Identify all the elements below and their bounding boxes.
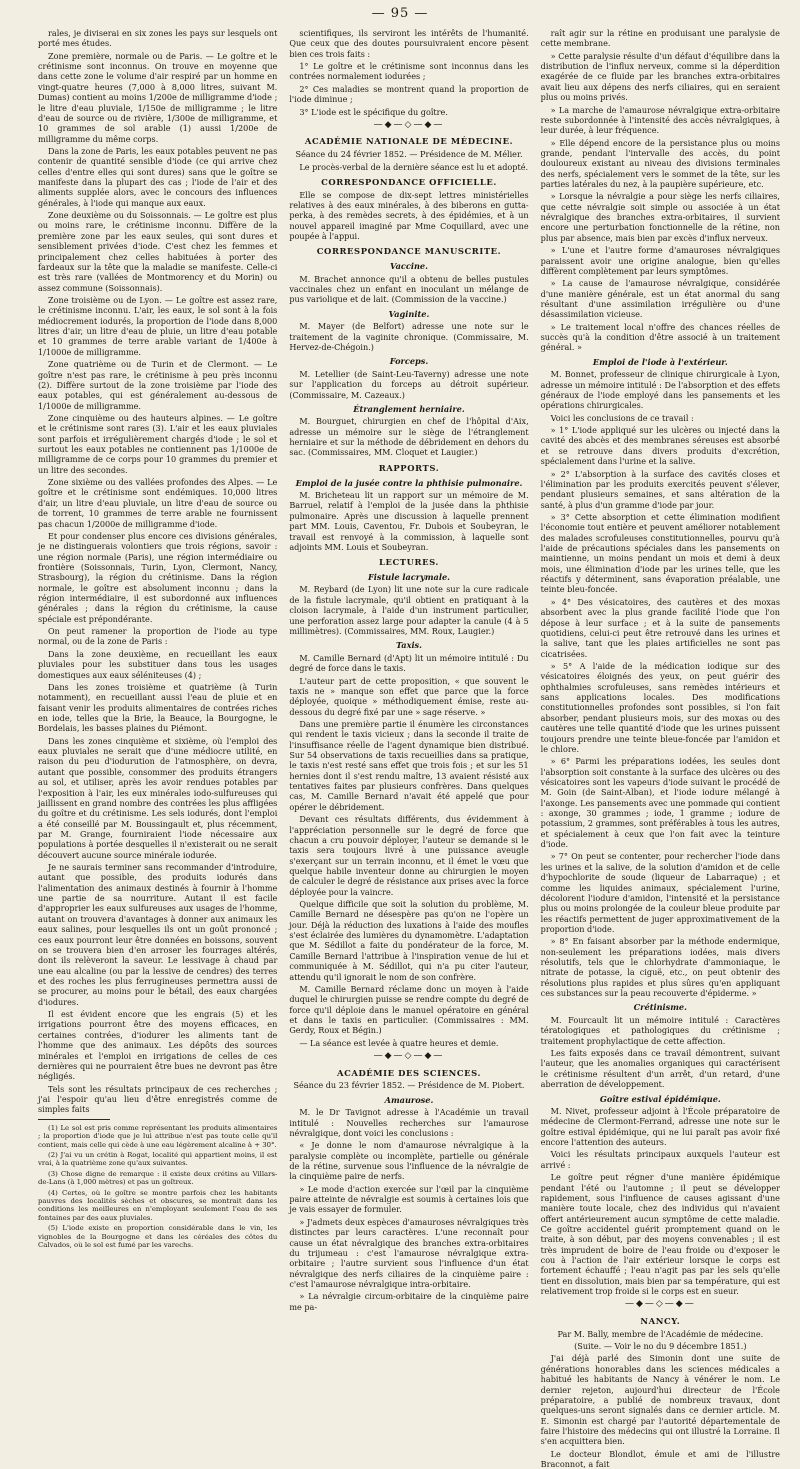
paragraph: » La cause de l'amaurose névralgique, considérée d'une manière générale, est un état anormal du sang résultant d'une assimilation irrégulière ou d'une désassimilation vicieuse. (540, 278, 780, 320)
paragraph: » Cette paralysie résulte d'un défaut d'équilibre dans la distribution de l'influx nerveux, comme si la déperdition exagérée de ce fluide par les branches extra-orbitaires avait lieu aux dépens des nerfs ciliaires, qui en seraient plus ou moins privés. (540, 50, 780, 103)
iodine-heading: Emploi de l'iode à l'extérieur. (592, 356, 728, 367)
reports-heading: RAPPORTS. (378, 462, 440, 473)
paragraph: Voici les résultats principaux auxquels l'auteur est arrivé : (540, 1149, 780, 1170)
cretinism-paragraphs (541, 1015, 780, 1090)
paragraph: Zone troisième ou de Lyon. — Le goître est assez rare, le crétinisme inconnu. L'air, les eaux, le sol sont à la fois médiocrement iodurés, la proportion de l'iode dans 8,000 litres d'air, un litre d'eau de pluie, un litre d'eau potable et 10 grammes de terre arable variant de 1/400e à 1/1000e de milligramme. (38, 294, 278, 357)
paragraph: Dans les zones cinquième et sixième, où l'emploi des eaux pluviales ne serait que d'une médiocre utilité, en raison du peu d'iodurution de l'atmosphère, on devra, autant que possible, consommer des produits étrangers au sol, et utiliser, après les avoir rendues potables par l'exposition à l'air, les eux minérales iodo-sulfureuses qui jaillissent en grand nombre des contrées les plus affligées du goître et du crétinisme. Les sels iodurés, dont l'emploi a été conseillé par M. Boussingault et, plus récemment, par M. Grange, fourniraient l'iode nécessaire aux populations à portée desquelles il n'existerait ou ne serait découvert aucune source minérale iodurée. (38, 735, 278, 860)
paragraph: » 6° Parmi les préparations iodées, les seules dont l'absorption soit constante à la surface des ulcères ou des vésicatoires sont les vapeurs d'iode suivant le procédé de M. Goin (de Saint-Alban), et l'iode iodure mélangé à l'axonge. Les pansements avec une pommade qui contient : axonge, 30 grammes ; iode, 1 gramme ; iodure de potassium, 2 grammes, sont préférables à tous les autres, et spécialement à ceux que l'on fait avec la teinture d'iode. (540, 756, 780, 850)
official-correspondence-heading: CORRESPONDANCE OFFICIELLE. (321, 176, 497, 187)
ornament-divider: —◆—◇—◆— (373, 119, 445, 130)
paragraph: » 7° On peut se contenter, pour rechercher l'iode dans les urines et la salive, de la solution d'amidon et de celle d'hypochlorite de soude (liqueur de Labarraque) ; et comme les liquides animaux, spécialement l'urine, décolorent l'iodure d'amidon, l'intensité et la persistance plus ou moins prolongée de la couleur bleue produite par les réactifs permettent de juger approximativement de la proportion d'iode. (540, 851, 780, 934)
paragraph: Dans une première partie il énumère les circonstances qui rendent le taxis vicieux ; dans la seconde il traite de l'insuffisance réelle de l'agent dynamique bien distribué. Sur 54 observations de taxis recueillies dans sa pratique, le taxis n'est resté sans effet que trois fois ; et sur les 51 hernies dont il s'est rendu maître, 13 avaient résisté aux tentatives faites par plusieurs confrères. Dans quelques cas, M. Camille Bernard n'avait été appelé que pour opérer le débridement. (289, 718, 529, 812)
report-text: M. Bricheteau lit un rapport sur un mémoire de M. Barruel, relatif à l'emploi de la jusée dans la phthisie pulmonaire. Après une discussion à laquelle prennent part MM. Louis, Caventou, Fr. Dubois et Soubeyran, le travail est renvoyé à la commission, à laquelle sont adjoints MM. Louis et Soubeyran. (289, 490, 529, 552)
paragraph: rales, je diviserai en six zones les pays sur lesquels ont porté mes études. (38, 28, 278, 49)
official-correspondence-text: Elle se compose de dix-sept lettres ministérielles relatives à des eaux minérales, à des biberons en gutta-perka, à des remèdes secrets, à des épidémies, et à un nouvel appareil imaginé par Mme Coquillard, avec une poupée à l'appui. (289, 189, 529, 242)
paragraph: » 8° En faisant absorber par la méthode endermique, non-seulement les préparations iodées, mais divers résolutifs, tels que le chlorhydrate d'ammoniaque, le nitrate de potasse, la ciguë, etc., on peut obtenir des résolutions plus rapides et plus sûres qu'en appliquant ces substances sur la peau recouverte d'épiderme. » (540, 936, 780, 999)
correspondence-item-heading: Forceps. (389, 356, 429, 367)
column-3 (540, 28, 780, 1469)
article-conclusion (289, 28, 528, 117)
paragraph: M. Camille Bernard (d'Apt) lit un mémoire intitulé : Du degré de force dans le taxis. (289, 652, 529, 674)
correspondence-item-text: M. Bourguet, chirurgien en chef de l'hôpital d'Aix, adresse un mémoire sur le siège de l'étranglement herniaire et sur la méthode de débridement en dehors du sac. (Commissaires, MM. Cloquet et Laugier.) (289, 416, 529, 458)
session-line: Séance du 24 février 1852. — Présidence de M. Mélier. (295, 149, 523, 160)
paragraph: » Le mode d'action exercée sur l'œil par la cinquième paire atteinte de névralgie est soumis à certaines lois que je vais essayer de formuler. (289, 1183, 529, 1215)
paragraph: L'auteur part de cette proposition, « que souvent le taxis ne » manque son effet que parce que la force déployée, quoique » méthodiquement émise, reste au-dessous du degré fixé par une » sage réserve. » (289, 675, 529, 717)
session-line: Séance du 23 février 1852. — Présidence de M. Piobert. (293, 1080, 525, 1091)
paragraph: « Je donne le nom d'amaurose névralgique à la paralysie complète ou incomplète, partielle ou générale de la rétine, survenue sous l'influence de la névralgie de la cinquième paire de nerfs. (289, 1140, 529, 1182)
paragraph: » Le traitement local n'offre des chances réelles de succès qu'à la condition d'être associé à un traitement général. » (540, 321, 780, 353)
text-columns (38, 28, 780, 1469)
paragraph: 3° L'iode est le spécifique du goître. (299, 106, 448, 117)
paragraph: Il est évident encore que les engrais (5) et les irrigations pourront être des moyens efficaces, en certaines contrées, d'iodurer les aliments tant de l'homme que des animaux. Les dépôts des sources minérales et l'emploi en irrigations de celles de ces dernières qui ne pourraient être bues ne devront pas être négligés. (38, 1009, 278, 1082)
paragraph: 2° Ces maladies se montrent quand la proportion de l'iode diminue ; (289, 83, 529, 105)
paragraph: scientifiques, ils serviront les intérêts de l'humanité. Que ceux que des doutes poursuivraient encore pèsent bien ces trois faits : (289, 28, 529, 59)
footnote: (2) J'ai vu un crétin à Rogat, localité qui appartient moins, il est vrai, à la quatrième zone qu'aux suivantes. (38, 1150, 278, 1168)
paragraph: » 1° L'iode appliqué sur les ulcères ou injecté dans la cavité des abcès et des membranes séreuses est absorbé et se retrouve dans divers produits d'excrétion, spécialement dans l'urine et la salive. (540, 425, 780, 467)
paragraph: Voici les conclusions de ce travail : (550, 412, 694, 423)
paragraph: — La séance est levée à quatre heures et demie. (299, 1037, 499, 1048)
paragraph: Je ne saurais terminer sans recommander d'introduire, autant que possible, des produits iodurés dans l'alimentation des animaux destinés à fournir à l'homme une partie de sa nourriture. Autant il est facile d'approprier les eaux sulfureuses aux usages de l'homme, autant on trouvera d'avantages à donner aux animaux les eaux salines, pour lesquelles ils ont un goût prononcé ; ces eaux pourront leur être données en boissons, souvent on se trouvera bien d'en arroser les fourrages altérés, dont ils relèveront la saveur. Le lessivage à chaud par une eau alcaline (ou par la lessive de cendres) des terres et des roches les plus ferrugineuses permettra aussi de se procurer, au moins pour le bétail, des eaux chargées d'iodures. (38, 862, 278, 1007)
ornament-divider: —◆—◇—◆— (373, 1051, 445, 1062)
amaurose-paragraphs (289, 1107, 528, 1312)
paragraph: Dans la zone de Paris, les eaux potables peuvent ne pas contenir de quantité sensible d'iode (ce qui arrive chez celles d'entre elles qui sont dures) sans que le goître se manifeste dans la plupart des cas ; l'iode de l'air et des aliments supplée alors, avec le concours des influences générales, à l'iode qui manque aux eaux. (38, 145, 278, 208)
correspondence-item-heading: Vaginite. (388, 308, 430, 319)
nancy-suite: (Suite. — Voir le no du 9 décembre 1851.) (574, 1341, 747, 1352)
nancy-paragraphs (541, 1353, 780, 1469)
readings-heading: LECTURES. (379, 557, 439, 568)
paragraph: Le docteur Blondlot, émule et ami de l'illustre Braconnot, a fait (540, 1448, 780, 1469)
paragraph: M. le Dr Tavignot adresse à l'Académie un travail intitulé : Nouvelles recherches sur l'amaurose névralgique, dont voici les conclusions : (289, 1107, 529, 1138)
paragraph: Et pour condenser plus encore ces divisions générales, je ne distinguerais volontiers que trois régions, savoir : une région normale (Paris), une région intermédiaire ou frontière (Soissonnais, Turin, Lyon, Clermont, Nancy, Strasbourg), la région du crétinisme. Dans la région normale, le goître est absolument inconnu ; dans la région intermédiaire, il est subordonné aux influences générales ; dans la région du crétinisme, la cause spéciale est prépondérante. (38, 530, 278, 624)
paragraph: Zone première, normale ou de Paris. — Le goître et le crétinisme sont inconnus. On trouve en moyenne que dans cette zone le volume d'air respiré par un homme en vingt-quatre heures (7,000 à 8,000 litres, suivant M. Dumas) contient au moins 1/200e de milligramme d'iode ; le litre d'eau pluviale, 1/150e de milligramme ; le litre d'eau de source ou de rivière, 1/300e de milligramme, et 10 grammes de sol arable (1) aussi 1/200e de milligramme du même corps. (38, 50, 278, 144)
nancy-author: Par M. Bally, membre de l'Académie de médecine. (557, 1328, 764, 1339)
footnote: (3) Chose digne de remarque : il existe deux crétins au Villars-de-Lans (à 1,000 mètres) et pas un goîtreux. (38, 1169, 278, 1187)
manuscript-correspondence-heading: CORRESPONDANCE MANUSCRITE. (316, 246, 502, 257)
paragraph: Quelque difficile que soit la solution du problème, M. Camille Bernard ne désespère pas qu'on ne l'opère un jour. Déjà la réduction des luxations à l'aide des moufles s'est éclairée des lumières du dynamomètre. L'adaptation que M. Sédillot a faite du pondérateur de la force, M. Camille Bernard l'attribue à l'inspiration venue de lui et communiquée à M. Sédillot, qui n'a pu citer l'auteur, attendu qu'il ignorait le nom de son confrère. (289, 899, 529, 982)
paragraph: » 3° Cette absorption et cette élimination modifient l'économie tout entière et peuvent améliorer notablement des malades scrofuleuses constitutionnelles, pourvu qu'à l'aide de précautions spéciales dans les pansements on maintienne, un moins pendant un mois et demi à deux mois, une élimination d'iode par les urines telle, que les réactifs y déterminent, sans évaporation préalable, une teinte bleu-foncée. (540, 511, 780, 595)
paragraph: J'ai déjà parlé des Simonin dont une suite de générations honorables dans les sciences médicales a habitué les habitants de Nancy à vénérer le nom. Le dernier rejeton, aujourd'hui directeur de l'École préparatoire, a publié de nombreux travaux, dont quelques-uns seront signalés dans ce dernier article. M. E. Simonin est chargé par l'autorité départementale de faire l'histoire des médecins qui ont illustré la Lorraine. Il s'en acquittera bien. (540, 1353, 780, 1447)
academy-sciences-title: ACADÉMIE DES SCIENCES. (336, 1067, 481, 1078)
column-1-body (38, 28, 277, 1115)
footnote: (1) Le sol est pris comme représentant les produits alimentaires ; la proportion d'iode que je lui attribue n'est pas toute celle qu'il contient, mais celle qui cède à une eau légèrement alcaline à + 30°. (38, 1123, 278, 1149)
paragraph: » La marche de l'amaurose névralgique extra-orbitaire reste subordonnée à l'intensité des accès névralgiques, à leur durée, à leur fréquence. (540, 104, 780, 136)
taxis-paragraphs (289, 653, 528, 1048)
paragraph: Dans les zones troisième et quatrième (à Turin notamment), en recueillant aussi l'eau de pluie et en faisant venir les produits alimentaires de contrées riches en iode, telles que la Brie, la Beauce, la Bourgogne, le Bordelais, les basses plaines du Piémont. (38, 681, 278, 734)
correspondence-item-heading: Vaccine. (389, 261, 428, 272)
amaurose-continued (541, 28, 780, 353)
fistula-text: M. Reybard (de Lyon) lit une note sur la cure radicale de la fistule lacrymale, qu'il obtient en pratiquant à la cloison lacrymale, à l'aide d'un instrument particulier, une perforation assez large pour adapter la canule (4 à 5 millimètres). (Commissaires, MM. Roux, Laugier.) (289, 584, 529, 636)
footnotes (38, 1124, 277, 1250)
paragraph: Les faits exposés dans ce travail démontrent, suivant l'auteur, que les anomalies organiques qui caractérisent le crétinisme résultent d'un arrêt, d'un retard, d'une aberration de développement. (540, 1048, 780, 1090)
paragraph: » L'une et l'autre forme d'amauroses névralgiques paraissent avoir une origine analogue, bien qu'elles diffèrent complètement par leurs symptômes. (540, 245, 780, 276)
paragraph: » 5° A l'aide de la médication iodique sur des vésicatoires éloignés des yeux, on peut guérir des ophthalmies scrofuleuses, sans remèdes intérieurs et sans applications locales. Des modifications constitutionnelles profondes sont possibles, si l'on fait absorber, pendant plusieurs mois, sur des moxas ou des cautères une telle quantité d'iode que les urines puissent toujours prendre une teinte bleue-foncée par l'amidon et le chlore. (540, 660, 780, 754)
paragraph: » 2° L'absorption à la surface des cavités closes et l'élimination par les produits exercités peuvent s'élever, pendant plusieurs semaines, et sans altération de la santé, à plus d'un gramme d'iode par jour. (540, 468, 780, 510)
paragraph: Dans la zone deuxième, en recueillant les eaux pluviales pour les substituer dans tous les usages domestiques aux eaux séléniteuses (4) ; (38, 648, 278, 680)
footnote-rule (38, 1119, 110, 1120)
paragraph: raît agir sur la rétine en produisant une paralysie de cette membrane. (540, 28, 780, 49)
report-heading: Emploi de la jusée contre la phthisie pulmonaire. (295, 477, 523, 488)
correspondence-items (289, 261, 528, 458)
paragraph: Zone sixième ou des vallées profondes des Alpes. — Le goître et le crétinisme sont endémiques. 10,000 litres d'air, un litre d'eau pluviale, un litre d'eau de source ou de torrent, 10 grammes de terre arable ne fournissent pas chacun 1/2000e de milligramme d'iode. (38, 477, 278, 529)
paragraph: M. Camille Bernard réclame donc un moyen à l'aide duquel le chirurgien puisse se rendre compte du degré de force qu'il déploie dans le manuel opératoire en général et dans le taxis en particulier. (Commissaires : MM. Gerdy, Roux et Bégin.) (289, 983, 529, 1036)
paragraph: » Lorsque la névralgie a pour siège les nerfs ciliaires, que cette névralgie soit simple ou associée à un état névralgique des branches extra-orbitaires, il survient encore une perturbation fonctionnelle de la rétine, non plus par absence, mais bien par excès d'influx nerveux. (540, 191, 780, 243)
paragraph: Zone quatrième ou de Turin et de Clermont. — Le goître n'est pas rare, le crétinisme à peu près inconnu (2). Diffère surtout de la zone troisième par l'iode des eaux potables, qui est généralement au-dessous de 1/1000e de milligramme. (38, 359, 278, 411)
paragraph: M. Fourcault lit un mémoire intitulé : Caractères tératologiques et pathologiques du crétinisme ; traitement prophylactique de cette affection. (540, 1014, 780, 1046)
paragraph: 1° Le goître et le crétinisme sont inconnus dans les contrées normalement iodurées ; (289, 61, 529, 82)
amaurose-heading: Amaurose. (384, 1094, 434, 1105)
column-2 (289, 28, 529, 1312)
paragraph: » La névralgie circum-orbitaire de la cinquième paire me pa- (289, 1291, 529, 1312)
goitre-paragraphs (541, 1106, 780, 1296)
academy-medicine-title: ACADÉMIE NATIONALE DE MÉDECINE. (304, 136, 514, 147)
correspondence-item-text: M. Mayer (de Belfort) adresse une note sur le traitement de la vaginite chronique. (Commissaire, M. Hervez-de-Chégoin.) (289, 321, 529, 352)
ornament-divider: —◆—◇—◆— (624, 1299, 696, 1310)
paragraph: Devant ces résultats différents, dus évidemment à l'appréciation personnelle sur le degré de force que chacun a cru pouvoir déployer, l'auteur se demande si le taxis sera toujours livré à une puissance aveugle s'exerçant sur un terrain inconnu, et il émet le vœu que quelque habile inventeur donne au chirurgien le moyen de calculer le degré de résistance aux prises avec la force déployée pour la vaincre. (289, 814, 529, 897)
paragraph: M. Bonnet, professeur de clinique chirurgicale à Lyon, adresse un mémoire intitulé : De l'absorption et des effets généraux de l'iode employé dans les pansements et les opérations chirurgicales. (540, 369, 780, 411)
paragraph: Zone deuxième ou du Soissonnais. — Le goître est plus ou moins rare, le crétinisme inconnu. Diffère de la première zone par les eaux seules, qui sont dures et sensiblement privées d'iode. C'est chez les femmes et principalement chez celles habituées à porter des fardeaux sur la tête que la maladie se manifeste. Celle-ci est très rare (vallées de Montmorency et du Morin) ou assez commune (Soissonnais). (38, 210, 278, 293)
correspondence-item-text: M. Letellier (de Saint-Leu-Taverny) adresse une note sur l'application du forceps au détroit supérieur. (Commissaire, M. Cazeaux.) (289, 368, 529, 400)
goitre-heading: Goître estival épidémique. (599, 1093, 721, 1104)
paragraph: Zone cinquième ou des hauteurs alpines. — Le goître et le crétinisme sont rares (3). L'air et les eaux pluviales sont parfois et irrégulièrement chargés d'iode ; le sol et surtout les eaux potables ne contiennent pas 1/1000e de milligramme de ce corps pour 10 grammes du premier et un litre des secondes. (38, 412, 278, 475)
nancy-title: NANCY. (640, 1315, 681, 1326)
paragraph: » J'admets deux espèces d'amauroses névralgiques très distinctes par leurs caractères. L'une reconnaît pour cause un état névralgique des branches extra-orbitaires du trijumeau : c'est l'amaurose névralgique extra-orbitaire ; l'autre survient sous l'influence d'un état névralgique des nerfs ciliaires de la cinquième paire : c'est l'amaurose névralgique intra-orbitaire. (289, 1216, 529, 1289)
correspondence-item-heading: Étranglement herniaire. (353, 403, 465, 414)
taxis-heading: Taxis. (395, 640, 423, 651)
paragraph: Le goître peut régner d'une manière épidémique pendant l'été ou l'automne ; il peut se développer rapidement, sous l'influence de causes agissant d'une manière toute locale, chez des individus qui n'avaient offert antérieurement aucun symptôme de cette maladie. Ce goître accidentel guérit promptement quand on le traite, à son début, par des moyens convenables ; il est très imprudent de boire de l'eau froide ou d'exposer le cou à l'action de l'air extérieur lorsque le corps est fortement échauffé ; l'eau n'agit pas par les sels qu'elle tient en dissolution, mais bien par sa température, qui est relativement trop froide si le corps est en sueur. (540, 1172, 780, 1297)
minutes-line: Le procès-verbal de la dernière séance est lu et adopté. (299, 161, 529, 172)
footnote: (4) Certes, où le goître se montre parfois chez les habitants pauvres des localités sèches et obscures, se montrait dans les conditions les meilleures en n'employant seulement l'eau de ses fontaines par des eaux pluviales. (38, 1188, 278, 1222)
cretinism-heading: Crétinisme. (633, 1002, 687, 1013)
iodine-paragraphs (541, 369, 780, 998)
footnote: (5) L'iode existe en proportion considérable dans le vin, les vignobles de la Bourgogne et dans les céréales des côtes du Calvados, où le sol est fumé par les varechs. (38, 1224, 278, 1250)
paragraph: » Elle dépend encore de la persistance plus ou moins grande, pendant l'intervalle des accès, du point douloureux existant au niveau des divisions terminales des nerfs, spécialement vers le sommet de la tête, sur les parties latérales du nez, à la paupière supérieure, etc. (540, 137, 780, 190)
paragraph: On peut ramener la proportion de l'iode au type normal, ou de la zone de Paris : (38, 626, 278, 647)
fistula-heading: Fistule lacrymale. (367, 571, 451, 582)
correspondence-item-text: M. Brachet annonce qu'il a obtenu de belles pustules vaccinales chez un enfant en inoculant un mélange de pus variolique et de lait. (Commission de la vaccine.) (289, 273, 529, 305)
paragraph: Tels sont les résultats principaux de ces recherches ; j'ai l'espoir qu'au lieu d'être enregistrés comme de simples faits (38, 1083, 278, 1115)
paragraph: M. Nivet, professeur adjoint à l'École préparatoire de médecine de Clermont-Ferrand, adresse une note sur le goître estival épidémique, qui ne lui paraît pas avoir fixé encore l'attention des auteurs. (540, 1106, 780, 1148)
column-1 (38, 28, 278, 1250)
page-number: — 95 — (371, 6, 429, 21)
paragraph: » 4° Des vésicatoires, des cautères et des moxas absorbent avec la plus grande facilité l'iode que l'on dépose à leur surface ; et à la suite de pansements quotidiens, celui-ci peut être retrouvé dans les urines et la salive, tant que les plaies artificielles ne sont pas cicatrisées. (540, 596, 780, 659)
